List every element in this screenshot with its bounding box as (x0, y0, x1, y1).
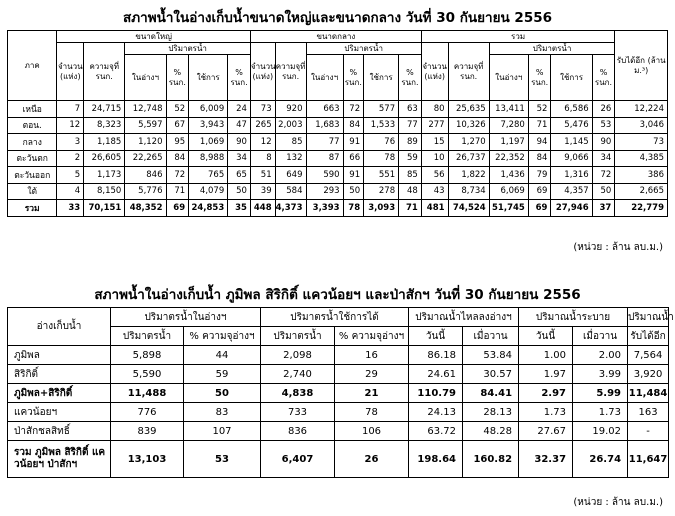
value-cell: 3,393 (306, 200, 343, 217)
value-cell: 32.37 (519, 441, 573, 478)
value-cell: 551 (364, 167, 399, 184)
value-cell: 107 (184, 422, 261, 441)
value-cell: 160.82 (463, 441, 519, 478)
header-today: วันนี้ (519, 327, 573, 346)
value-cell: 1,197 (489, 134, 528, 151)
value-cell: 1,120 (125, 134, 166, 151)
value-cell: 577 (364, 101, 399, 118)
value-cell: 95 (166, 134, 189, 151)
value-cell: 132 (275, 150, 306, 167)
table-row (8, 101, 668, 118)
table-row (8, 150, 668, 167)
header-usable: ใช้การ (189, 55, 228, 101)
value-cell: 84.41 (463, 384, 519, 403)
value-cell: 73 (615, 134, 668, 151)
value-cell: 4,385 (615, 150, 668, 167)
value-cell: 69 (166, 200, 189, 217)
value-cell: 4 (57, 183, 84, 200)
value-cell: 65 (228, 167, 251, 184)
value-cell: 5 (57, 167, 84, 184)
header-volume: ปริมาตรน้ำ (111, 327, 184, 346)
value-cell: 50 (228, 183, 251, 200)
header-pct: % รนก. (592, 55, 615, 101)
value-cell: 277 (421, 117, 448, 134)
value-cell: 12 (57, 117, 84, 134)
value-cell: 776 (111, 403, 184, 422)
value-cell: 1,069 (189, 134, 228, 151)
value-cell: 8,734 (448, 183, 489, 200)
region-cell: ตะวันตก (8, 150, 57, 167)
value-cell: 5,776 (125, 183, 166, 200)
value-cell: 79 (528, 167, 551, 184)
value-cell: 2,740 (261, 365, 335, 384)
value-cell: 6,069 (489, 183, 528, 200)
value-cell: 22,779 (615, 200, 668, 217)
value-cell: 1,270 (448, 134, 489, 151)
header-volume: ปริมาตรน้ำ (261, 327, 335, 346)
value-cell: 839 (111, 422, 184, 441)
value-cell: 50 (343, 183, 364, 200)
header-pct: % รนก. (399, 55, 422, 101)
table-row (8, 183, 668, 200)
table-row (8, 117, 668, 134)
value-cell: 22,265 (125, 150, 166, 167)
value-cell: 72 (592, 167, 615, 184)
value-cell: 48 (399, 183, 422, 200)
value-cell: 67 (166, 117, 189, 134)
value-cell: 5,590 (111, 365, 184, 384)
value-cell: 6,586 (551, 101, 592, 118)
value-cell: 584 (275, 183, 306, 200)
value-cell: 69 (528, 200, 551, 217)
value-cell: 83 (184, 403, 261, 422)
header-large: ขนาดใหญ่ (57, 31, 251, 43)
header-capacity: ความจุที่ รนก. (275, 43, 306, 101)
header-receivable-2: รับได้อีก (628, 327, 669, 346)
value-cell: 1,316 (551, 167, 592, 184)
header-usable: ใช้การ (551, 55, 592, 101)
table2-unit-note: (หน่วย : ล้าน ลบ.ม.) (573, 497, 663, 508)
value-cell: 846 (125, 167, 166, 184)
value-cell: 76 (364, 134, 399, 151)
header-total: รวม (421, 31, 615, 43)
value-cell: 448 (250, 200, 275, 217)
header-volume: ปริมาตรน้ำ (125, 43, 251, 55)
value-cell: 50 (592, 183, 615, 200)
reservoir-name-cell: สิริกิติ์ (8, 365, 111, 384)
value-cell: 48,352 (125, 200, 166, 217)
header-today: วันนี้ (409, 327, 463, 346)
value-cell: 293 (306, 183, 343, 200)
table1-title: สภาพน้ำในอ่างเก็บน้ำขนาดใหญ่และขนาดกลาง วันที่ 30 กันยายน 2556 (122, 10, 553, 26)
reservoir-name-cell: แควน้อยฯ (8, 403, 111, 422)
table-row (8, 365, 669, 384)
value-cell: 84 (528, 150, 551, 167)
value-cell: 90 (592, 134, 615, 151)
table-row (8, 200, 668, 217)
header-receivable: ปริมาณน้ำ (628, 308, 669, 327)
value-cell: 590 (306, 167, 343, 184)
table-row (8, 134, 668, 151)
value-cell: 39 (250, 183, 275, 200)
value-cell: 87 (306, 150, 343, 167)
value-cell: 94 (528, 134, 551, 151)
value-cell: 765 (189, 167, 228, 184)
value-cell: 63.72 (409, 422, 463, 441)
value-cell: 56 (421, 167, 448, 184)
value-cell: 85 (399, 167, 422, 184)
value-cell: 8,323 (84, 117, 125, 134)
table-row (8, 441, 669, 478)
value-cell: 1,683 (306, 117, 343, 134)
value-cell: 30.57 (463, 365, 519, 384)
value-cell: 3,943 (189, 117, 228, 134)
header-in-reservoir: ในอ่างฯ (125, 55, 166, 101)
value-cell: 15 (421, 134, 448, 151)
value-cell: 4,838 (261, 384, 335, 403)
header-pct: % รนก. (528, 55, 551, 101)
value-cell: 72 (166, 167, 189, 184)
value-cell: 265 (250, 117, 275, 134)
value-cell: 733 (261, 403, 335, 422)
value-cell: 278 (364, 183, 399, 200)
value-cell: 59 (399, 150, 422, 167)
header-vol-usable: ปริมาตรน้ำใช้การได้ (261, 308, 409, 327)
value-cell: 26 (592, 101, 615, 118)
value-cell: 71 (399, 200, 422, 217)
reservoir-name-cell: ป่าสักชลสิทธิ์ (8, 422, 111, 441)
value-cell: 22,352 (489, 150, 528, 167)
table-row (8, 403, 669, 422)
value-cell: 51,745 (489, 200, 528, 217)
value-cell: 4,373 (275, 200, 306, 217)
value-cell: 66 (343, 150, 364, 167)
value-cell: 74,524 (448, 200, 489, 217)
value-cell: 663 (306, 101, 343, 118)
value-cell: 10,326 (448, 117, 489, 134)
value-cell: 6,009 (189, 101, 228, 118)
value-cell: 21 (335, 384, 409, 403)
value-cell: 84 (166, 150, 189, 167)
value-cell: 86.18 (409, 346, 463, 365)
value-cell: 19.02 (573, 422, 628, 441)
value-cell: 80 (421, 101, 448, 118)
value-cell: 5,898 (111, 346, 184, 365)
header-count: จำนวน (แห่ง) (421, 43, 448, 101)
value-cell: 1,533 (364, 117, 399, 134)
value-cell: 11,484 (628, 384, 669, 403)
value-cell: 24,853 (189, 200, 228, 217)
value-cell: 1.73 (573, 403, 628, 422)
value-cell: 386 (615, 167, 668, 184)
value-cell: 7,280 (489, 117, 528, 134)
value-cell: 7,564 (628, 346, 669, 365)
table-row (8, 167, 668, 184)
header-pct: % รนก. (343, 55, 364, 101)
value-cell: 28.13 (463, 403, 519, 422)
header-vol-in: ปริมาตรน้ำในอ่างฯ (111, 308, 261, 327)
value-cell: 24.61 (409, 365, 463, 384)
value-cell: 26 (335, 441, 409, 478)
value-cell: 26.74 (573, 441, 628, 478)
value-cell: 7 (57, 101, 84, 118)
value-cell: 69 (528, 183, 551, 200)
value-cell: 5,597 (125, 117, 166, 134)
header-inflow: ปริมาณน้ำไหลลงอ่างฯ (409, 308, 519, 327)
value-cell: 1,173 (84, 167, 125, 184)
value-cell: 59 (184, 365, 261, 384)
value-cell: 63 (399, 101, 422, 118)
value-cell: 33 (57, 200, 84, 217)
value-cell: 1,822 (448, 167, 489, 184)
region-cell: รวม (8, 200, 57, 217)
value-cell: 25,635 (448, 101, 489, 118)
value-cell: 72 (343, 101, 364, 118)
value-cell: 52 (528, 101, 551, 118)
value-cell: 34 (228, 150, 251, 167)
header-capacity: ความจุที่ รนก. (84, 43, 125, 101)
header-in-reservoir: ในอ่างฯ (489, 55, 528, 101)
value-cell: 70,151 (84, 200, 125, 217)
value-cell: 836 (261, 422, 335, 441)
value-cell: 2 (57, 150, 84, 167)
value-cell: 52 (166, 101, 189, 118)
value-cell: 4,357 (551, 183, 592, 200)
value-cell: 3,920 (628, 365, 669, 384)
table-row (8, 422, 669, 441)
header-reservoir: อ่างเก็บน้ำ (8, 308, 111, 346)
header-pct: % รนก. (228, 55, 251, 101)
value-cell: 1,185 (84, 134, 125, 151)
header-yesterday: เมื่อวาน (463, 327, 519, 346)
value-cell: 84 (343, 117, 364, 134)
value-cell: 77 (306, 134, 343, 151)
header-volume: ปริมาตรน้ำ (306, 43, 421, 55)
value-cell: 12,748 (125, 101, 166, 118)
value-cell: 1,145 (551, 134, 592, 151)
value-cell: - (628, 422, 669, 441)
table-row (8, 346, 669, 365)
value-cell: 13,411 (489, 101, 528, 118)
value-cell: 85 (275, 134, 306, 151)
value-cell: 2,665 (615, 183, 668, 200)
header-yesterday: เมื่อวาน (573, 327, 628, 346)
value-cell: 78 (364, 150, 399, 167)
header-pct-capacity: % ความจุอ่างฯ (184, 327, 261, 346)
value-cell: 27,946 (551, 200, 592, 217)
value-cell: 77 (399, 117, 422, 134)
value-cell: 12,224 (615, 101, 668, 118)
value-cell: 78 (343, 200, 364, 217)
table2-title: สภาพน้ำในอ่างเก็บน้ำ ภูมิพล สิริกิติ์ แควน้อยฯ และป่าสักฯ วันที่ 30 กันยายน 2556 (94, 287, 581, 303)
value-cell: 2,003 (275, 117, 306, 134)
value-cell: 50 (184, 384, 261, 403)
value-cell: 1.97 (519, 365, 573, 384)
value-cell: 920 (275, 101, 306, 118)
value-cell: 13,103 (111, 441, 184, 478)
value-cell: 3,093 (364, 200, 399, 217)
value-cell: 3 (57, 134, 84, 151)
value-cell: 11,488 (111, 384, 184, 403)
value-cell: 16 (335, 346, 409, 365)
header-region: ภาค (8, 31, 57, 101)
value-cell: 3,046 (615, 117, 668, 134)
value-cell: 12 (250, 134, 275, 151)
header-count: จำนวน (แห่ง) (57, 43, 84, 101)
region-cell: กลาง (8, 134, 57, 151)
table1-unit-note: (หน่วย : ล้าน ลบ.ม.) (573, 242, 663, 253)
header-inflow: รับได้อีก (ล้าน ม.³) (615, 31, 668, 101)
value-cell: 89 (399, 134, 422, 151)
value-cell: 91 (343, 167, 364, 184)
value-cell: 53 (592, 117, 615, 134)
value-cell: 26,605 (84, 150, 125, 167)
header-in-reservoir: ในอ่างฯ (306, 55, 343, 101)
value-cell: 481 (421, 200, 448, 217)
value-cell: 6,407 (261, 441, 335, 478)
value-cell: 48.28 (463, 422, 519, 441)
region-cell: เหนือ (8, 101, 57, 118)
value-cell: 24,715 (84, 101, 125, 118)
region-cell: ตอน. (8, 117, 57, 134)
value-cell: 649 (275, 167, 306, 184)
value-cell: 10 (421, 150, 448, 167)
value-cell: 24.13 (409, 403, 463, 422)
value-cell: 1,436 (489, 167, 528, 184)
value-cell: 110.79 (409, 384, 463, 403)
value-cell: 26,737 (448, 150, 489, 167)
value-cell: 47 (228, 117, 251, 134)
value-cell: 198.64 (409, 441, 463, 478)
value-cell: 53.84 (463, 346, 519, 365)
value-cell: 8 (250, 150, 275, 167)
header-usable: ใช้การ (364, 55, 399, 101)
value-cell: 163 (628, 403, 669, 422)
header-count: จำนวน (แห่ง) (250, 43, 275, 101)
value-cell: 29 (335, 365, 409, 384)
region-cell: ตะวันออก (8, 167, 57, 184)
value-cell: 5.99 (573, 384, 628, 403)
value-cell: 43 (421, 183, 448, 200)
value-cell: 44 (184, 346, 261, 365)
value-cell: 91 (343, 134, 364, 151)
major-dams-table (7, 307, 674, 478)
header-medium: ขนาดกลาง (250, 31, 421, 43)
value-cell: 2.00 (573, 346, 628, 365)
value-cell: 8,150 (84, 183, 125, 200)
value-cell: 71 (166, 183, 189, 200)
value-cell: 51 (250, 167, 275, 184)
value-cell: 2.97 (519, 384, 573, 403)
value-cell: 37 (592, 200, 615, 217)
regional-reservoir-table (7, 30, 668, 217)
value-cell: 35 (228, 200, 251, 217)
reservoir-name-cell: ภูมิพล+สิริกิติ์ (8, 384, 111, 403)
value-cell: 8,988 (189, 150, 228, 167)
value-cell: 73 (250, 101, 275, 118)
header-capacity: ความจุที่ รนก. (448, 43, 489, 101)
value-cell: 53 (184, 441, 261, 478)
header-volume: ปริมาตรน้ำ (489, 43, 615, 55)
header-release: ปริมาณน้ำระบาย (519, 308, 628, 327)
value-cell: 106 (335, 422, 409, 441)
header-pct: % รนก. (166, 55, 189, 101)
value-cell: 71 (528, 117, 551, 134)
value-cell: 2,098 (261, 346, 335, 365)
value-cell: 1.00 (519, 346, 573, 365)
header-pct-capacity: % ความจุอ่างฯ (335, 327, 409, 346)
value-cell: 78 (335, 403, 409, 422)
value-cell: 1.73 (519, 403, 573, 422)
value-cell: 24 (228, 101, 251, 118)
value-cell: 34 (592, 150, 615, 167)
value-cell: 3.99 (573, 365, 628, 384)
reservoir-name-cell: รวม ภูมิพล สิริกิติ์ แควน้อยฯ ป่าสักฯ (8, 441, 111, 478)
value-cell: 4,079 (189, 183, 228, 200)
value-cell: 90 (228, 134, 251, 151)
value-cell: 27.67 (519, 422, 573, 441)
value-cell: 5,476 (551, 117, 592, 134)
value-cell: 9,066 (551, 150, 592, 167)
region-cell: ใต้ (8, 183, 57, 200)
value-cell: 11,647 (628, 441, 669, 478)
reservoir-name-cell: ภูมิพล (8, 346, 111, 365)
table-row (8, 384, 669, 403)
